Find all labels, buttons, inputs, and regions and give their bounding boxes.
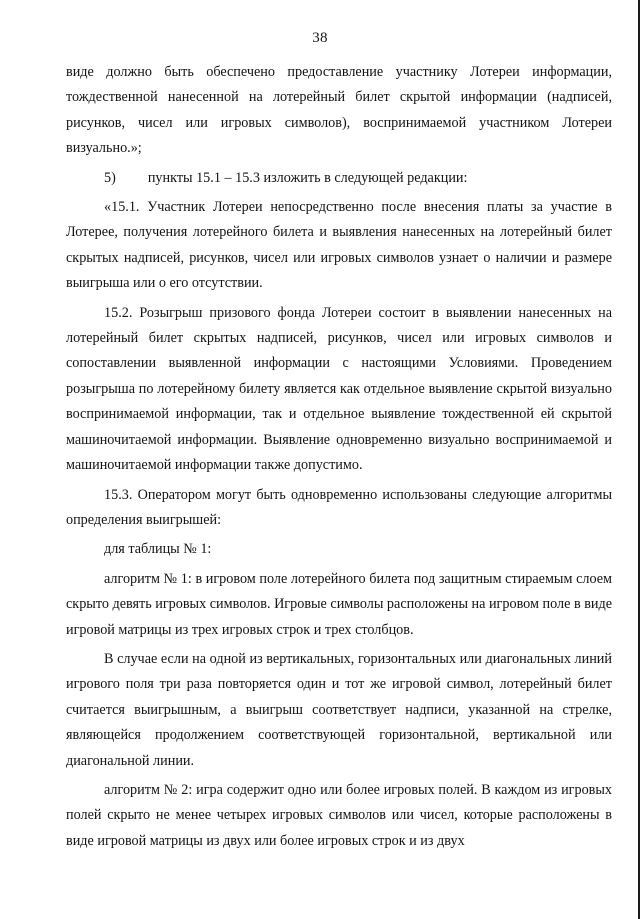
- item-number: 5): [104, 169, 116, 186]
- paragraph-15-2: 15.2. Розыгрыш призового фонда Лотереи состоит в выявлении нанесенных на лотерейный билет скрытых надписей, рисунков, чисел или игровых символов и сопоставлении выявленной информации с настоящими Условиями. Проведением розыгрыша по лотерейному билету является как отдельное выявление скрытой визуально воспринимаемой информации, так и отдельное выявление тождественной ей скрытой машиночитаемой информации. Выявление одновременно визуально воспринимаемой и машиночитаемой информации также допустимо.: [66, 304, 612, 474]
- page-number: 38: [312, 30, 328, 46]
- paragraph-item-5: [66, 166, 612, 191]
- paragraph-algorithm-2: алгоритм № 2: игра содержит одно или более игровых полей. В каждом из игровых полей скрыто не менее четырех игровых символов или чисел, которые расположены в виде игровой матрицы из двух или более игровых строк и из двух: [66, 781, 612, 849]
- document-body: [66, 60, 612, 854]
- paragraph-table-1: для таблицы № 1:: [104, 541, 212, 558]
- paragraph-algorithm-1: алгоритм № 1: в игровом поле лотерейного билета под защитным стираемым слоем скрыто девять игровых символов. Игровые символы расположены на игровом поле в виде игровой матрицы из трех игровых строк и трех столбцов.: [66, 570, 612, 638]
- paragraph-15-1: «15.1. Участник Лотереи непосредственно после внесения платы за участие в Лотерее, получения лотерейного билета и выявления нанесенных на лотерейный билет скрытых надписей, рисунков, чисел или игровых символов узнает о наличии и размере выигрыша или о его отсутствии.: [66, 199, 612, 292]
- paragraph-continuation: виде должно быть обеспечено предоставление участнику Лотереи информации, тождественной нанесенной на лотерейный билет скрытой информации (надписей, рисунков, чисел или игровых символов), воспринимаемой участником Лотереи визуально.»;: [66, 64, 612, 157]
- paragraph-winning-condition: В случае если на одной из вертикальных, горизонтальных или диагональных линий игрового поля три раза повторяется один и тот же игровой символ, лотерейный билет считается выигрышным, а выигрыш соответствует надписи, указанной на стрелке, являющейся продолжением соответствующей горизонтальной, вертикальной или диагональной линии.: [66, 650, 612, 769]
- paragraph-15-3: 15.3. Оператором могут быть одновременно использованы следующие алгоритмы определения выигрышей:: [66, 486, 612, 528]
- item-text: пункты 15.1 – 15.3 изложить в следующей редакции:: [147, 169, 468, 186]
